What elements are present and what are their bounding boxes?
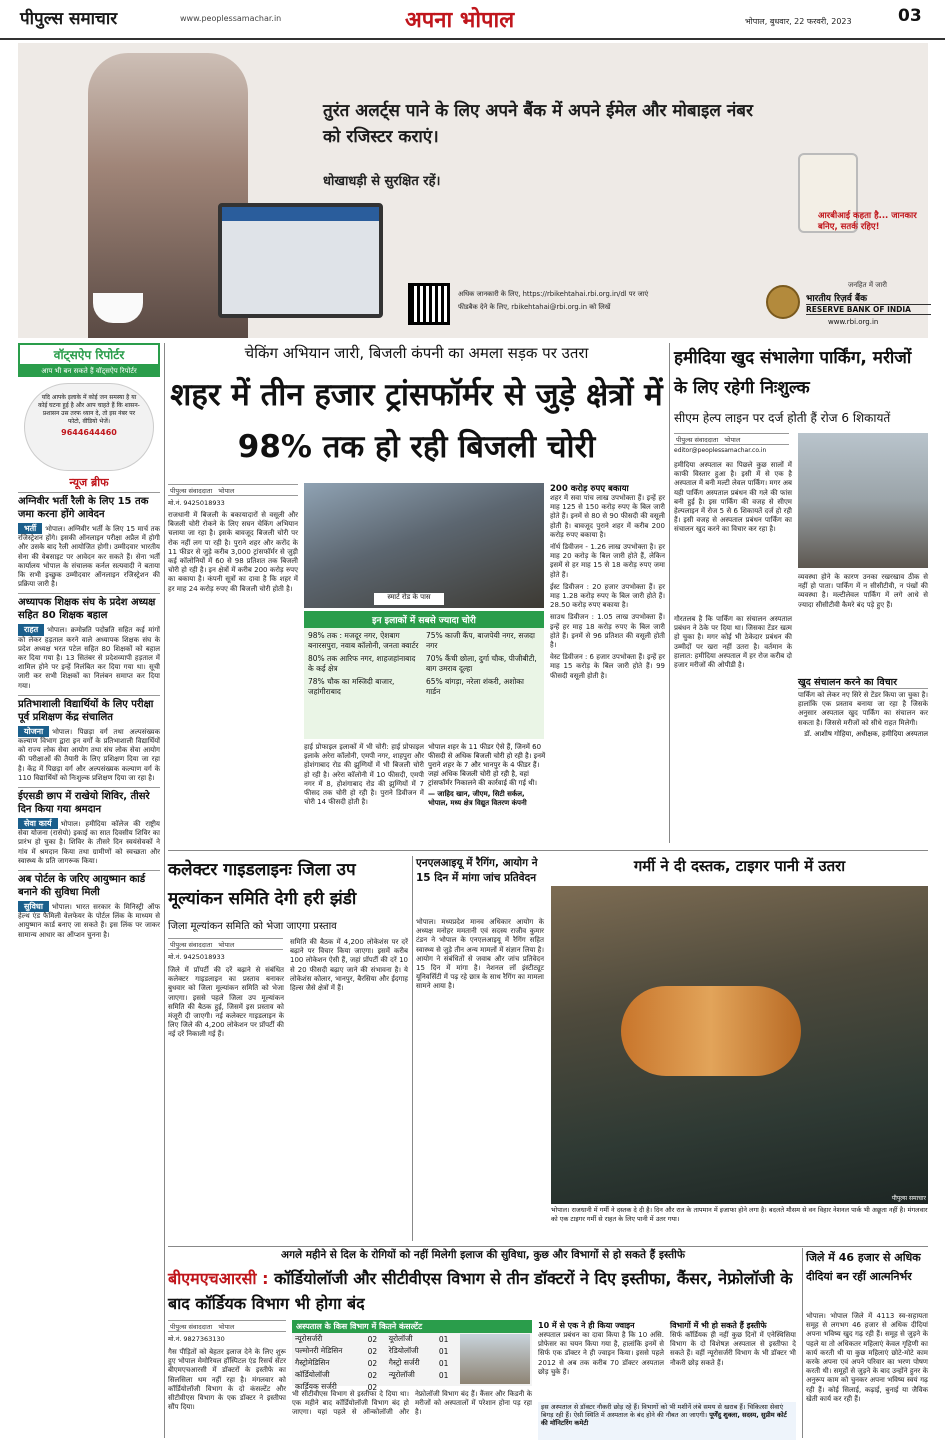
area-item: 65% बांगड़ा, नरेला शंकरी, अशोका गार्डन	[426, 677, 524, 696]
laptop-illustration	[218, 203, 383, 318]
newspaper-logo: पीपुल्स समाचार	[20, 9, 118, 29]
nliu-headline: एनएलआइयू में रैगिंग, आयोग ने 15 दिन में मांगा जांच प्रतिवेदन	[416, 857, 538, 884]
table-cell: 01	[438, 1370, 449, 1380]
division-stat: नॉर्थ डिवीजन - 1.26 लाख उपभोक्ता है। हर माह 20 करोड़ के बिल जारी होते हैं, लेकिन इसमें से हर माह 15 से 18 करोड़ रुपए जमा होते हैं।	[550, 543, 665, 579]
section-title: अपना भोपाल	[405, 8, 515, 33]
hamidia-body-1: हमीदिया अस्पताल का पिछले कुछ सालों में काफी विस्तार हुआ है। इसी में से एक है अस्पताल में बनी मल्टी लेवल पार्किंग। मगर अब यही पार्किंग अस्पताल प्रबंधन की गले की फांस बनी हुई है। इस पार्किंग की वजह से सीएम हेल्पलाइन में रोज 5 से 6 शिकायतें दर्ज हो रही हैं। इसी वजह से अस्पताल प्रबंधन पार्किंग का संचालन खुद करने का विचार कर रहा है।	[674, 461, 792, 534]
nliu-story	[416, 856, 546, 1241]
brief-item	[18, 695, 160, 783]
bmhrc-headline	[168, 1266, 798, 1316]
division-stat: ईस्ट डिवीजन : 20 हजार उपभोक्ता हैं। हर माह 1.28 करोड़ रुपए के बिल जारी होते हैं। 28.50 करोड़ रुपए बकाया है।	[550, 582, 665, 610]
table-cell: कॉर्डियोलॉजी	[295, 1370, 330, 1379]
table-cell: 01	[438, 1358, 449, 1368]
main-headline: शहर में तीन हजार ट्रांसफॉर्मर से जुड़े क्षेत्रों में 98% तक हो रही बिजली चोरी	[170, 377, 663, 465]
bmhrc-kicker: अगले महीने से दिल के रोगियों को नहीं मिलेगी इलाज की सुविधा, कुछ और विभागों से हो सकते हैं इस्तीफे	[281, 1249, 685, 1261]
main-col-1: राजधानी में बिजली के बकायादारों से वसूली और बिजली चोरी रोकने के लिए सघन चेकिंग अभियान चलाया जा रहा है। इसके बावजूद बिजली चोरी पर रोक नहीं लग पा रही है। पुराने शहर और करोंद के 11 फीडर से जुड़े करीब 3,000 ट्रांसफॉर्मर से जुड़ी कई कॉलोनियों में 60 से 98 प्रतिशत तक बिजली चोरी हो रही है। इन क्षेत्रों में करीब 200 करोड़ रुपए का बकाया है। कंपनी सूत्रों का दावा है कि शहर में हर माह 24 करोड़ रुपए की बिजली चोरी होती है।	[168, 511, 298, 593]
website-url[interactable]: www.peoplessamachar.in	[180, 14, 282, 23]
tiger-caption: भोपाल। राजधानी में गर्मी ने दस्तक दे दी है। दिन और रात के तापमान में इजाफा होने लगा है। बदलते मौसम से वन विहार नेशनल पार्क भी अछूता नहीं है। मंगलवार को एक टाइगर गर्मी से राहत के लिए पानी में उतर गया।	[551, 1206, 928, 1223]
table-row	[292, 1333, 457, 1345]
rbi-seal-icon	[766, 285, 800, 319]
collector-body-2: समिति की बैठक में 4,200 लोकेशंस पर दरें बढ़ाने पर विचार किया जाएगा। इसमें करीब 100 लोकेशन ऐसी हैं, जहां प्रॉपर्टी की दरें 10 से 20 फीसदी बढ़ाए जाने की संभावना है। ये लोकेशंस कोलार, भानपुर, बैरसिया और ईदगाह हिल्स जैसे क्षेत्रों में हैं।	[290, 938, 408, 993]
hamidia-box	[798, 675, 928, 835]
consultants-grid	[292, 1333, 457, 1393]
tiger-headline: गर्मी ने दी दस्तक, टाइगर पानी में उतरा	[633, 857, 846, 875]
hamidia-headline: हमीदिया खुद संभालेगा पार्किंग, मरीजों के लिए रहेगी निःशुल्क	[674, 348, 912, 398]
side2-body: सिर्फ कॉर्डियक ही नहीं कुछ दिनों में एनेस्थिसिया विभाग के दो विशेषज्ञ अस्पताल से इस्तीफा दे सकते हैं। वहीं न्यूरोसर्जरी विभाग के भी डॉक्टर भी नौकरी छोड़ सकते हैं।	[670, 1331, 796, 1367]
hamidia-body-2: गौरतलब है कि पार्किंग का संचालन अस्पताल प्रबंधन ने ठेके पर दिया था। जिसका टेंडर खत्म हो चुका है। मगर कोई भी ठेकेदार प्रबंधन की उम्मीदों पर खरा नहीं उतरा है। वर्तमान के हालात: हमीदिया अस्पताल में हर रोज करीब दो हजार मरीजों की ओपीडी है।	[674, 615, 792, 670]
areas-box	[304, 611, 544, 739]
byline-place: भोपाल	[218, 487, 235, 495]
masthead	[0, 0, 945, 40]
bmhrc-headline-text: कॉर्डियोलॉजी और सीटीवीएस विभाग से तीन डॉक्टरों ने दिए इस्तीफा, कैंसर, नेफ्रोलॉजी के बाद कॉर्डियक विभाग भी होगा बंद	[168, 1269, 793, 1313]
brief-headline: अध्यापक शिक्षक संघ के प्रदेश अध्यक्ष सहित 80 शिक्षक बहाल	[18, 597, 156, 622]
whatsapp-box	[24, 383, 154, 471]
brief-headline: ईएसडी छाप में राखेयो शिविर, तीसरे दिन किया गया श्रमदान	[18, 791, 150, 816]
collector-byline	[168, 938, 283, 950]
side1-body: अस्पताल प्रबंधन का दावा किया है कि 10 असि. प्रोफेसर का चयन किया गया है, हालांकि इनमें से सिर्फ एक डॉक्टर ने ही ज्वाइन किया। इससे पहले 2012 से अब तक करीब 70 डॉक्टर अस्पताल छोड़ चुके हैं।	[538, 1331, 664, 1376]
rbi-advertisement	[18, 43, 928, 338]
brief-body: भर्ती भोपाल। अग्निवीर भर्ती के लिए 15 मार्च तक रजिस्ट्रेशन होंगे। इसकी ऑनलाइन परीक्षा अप्रैल में होगी और उसके बाद रैली आयोजित होगी। उम्मीदवार भारतीय सेना की वेबसाइट पर आवेदन कर सकते हैं। सेना भर्ती कार्यालय भोपाल के संचालक कर्नल सत्यवादी ने बताया कि सभी इच्छुक उम्मीदवार ऑनलाइन रजिस्ट्रेशन की प्रक्रिया जारी है।	[18, 524, 160, 589]
tiger-credit: पीपुल्स समाचार	[891, 1195, 926, 1202]
byline-mobile: मो.नं. 9827363130	[168, 1335, 225, 1343]
table-cell: 02	[367, 1334, 378, 1344]
ad-info-line-1[interactable]: अधिक जानकारी के लिए, https://rbikehtahai.rbi.org.in/dl पर जाएं	[458, 290, 649, 298]
brief-headline: अब पोर्टल के जरिए आयुष्मान कार्ड बनाने की सुविधा मिली	[18, 874, 146, 899]
left-column	[18, 343, 160, 1438]
brief-headline: अग्निवीर भर्ती रैली के लिए 15 तक जमा करना होंगे आवेदन	[18, 496, 149, 520]
brief-tag: राहत	[18, 624, 44, 635]
byline-mobile: मो.नं. 9425018933	[168, 499, 225, 507]
main-kicker: चेकिंग अभियान जारी, बिजली कंपनी का अमला सड़क पर उतरा	[244, 344, 589, 362]
table-cell: यूरोलॉजी	[388, 1334, 413, 1343]
byline-name: पीपुल्स संवाददाता	[676, 436, 719, 444]
brief-tag: भर्ती	[18, 523, 42, 534]
table-title: अस्पताल के किस विभाग में कितने कंसल्टेंट	[292, 1320, 532, 1333]
brief-body: योजना भोपाल। पिछड़ा वर्ग तथा अल्पसंख्यक कल्याण विभाग द्वारा इन वर्गों के प्रतिभाशाली विद्यार्थियों को राज्य लोक सेवा आयोग तथा संघ लोक सेवा आयोग की परीक्षाओं की तैयारी के लिए प्रशिक्षण दिया जा रहा है। केंद्र में पिछड़ा वर्ग और अल्पसंख्यक कल्याण वर्ग के 110 विद्यार्थियों को निःशुल्क प्रशिक्षण दिया जा रहा है।	[18, 726, 160, 782]
hamidia-subhead: सीएम हेल्प लाइन पर दर्ज होती हैं रोज 6 शिकायतें	[674, 411, 891, 425]
brief-body: सेवा कार्य भोपाल। हमीदिया कॉलेज की राष्ट्रीय सेवा योजना (रासेयो) इकाई का सात दिवसीय शिविर का प्रारंभ हो चुका है। शिविर के तीसरे दिन स्वयंसेवकों ने गांव में श्रमदान किया तथा ग्रामीणों को स्वच्छता और स्वास्थ्य के प्रति जागरूक किया।	[18, 819, 160, 865]
rbi-name-hindi: भारतीय रिज़र्व बैंक	[806, 294, 868, 304]
side2-head: विभागों में भी हो सकते हैं इस्तीफे	[670, 1321, 767, 1330]
area-item: 78% चौक का मस्जिदी बाजार, जहांगीराबाद	[308, 677, 395, 696]
brief-body: राहत भोपाल। क्रमोन्नति पदोन्नति सहित कई मांगों को लेकर हड़ताल करने वाले अध्यापक शिक्षक संघ के प्रदेश अध्यक्ष भरत पटेल सहित 80 शिक्षकों को बहाल कर दिया गया है। 13 सितंबर से प्रदेशव्यापी हड़ताल में शामिल होने पर इन्हें निलंबित कर दिया गया था। सूची जारी कर सभी शिक्षकों का निलंबन समाप्त कर दिया गया।	[18, 625, 160, 690]
rbi-name-english: RESERVE BANK OF INDIA	[806, 304, 931, 315]
brief-body: सुविधा भोपाल। भारत सरकार के मिनिस्ट्री ऑफ हेल्थ एंड फैमिली वेलफेयर के पोर्टल लिंक के माध्यम से आयुष्मान कार्ड बनाए जा सकते हैं। इस लिंक पर जाकर सामान्य आधार का ऑप्शन चुनना है।	[18, 902, 160, 939]
brief-headline: प्रतिभाशाली विद्यार्थियों के लिए परीक्षा पूर्व प्रशिक्षण केंद्र संचालित	[18, 698, 154, 723]
tiger-photo	[551, 886, 928, 1204]
area-item: 98% तक : मजदूर नगर, ऐशबाग बनारसपुरा, नवाब कॉलोनी, जनता क्वार्टर	[308, 631, 419, 650]
ad-bubble: आरबीआई कहता है... जानकार बनिए, सतर्क रहिए!	[818, 211, 917, 232]
nliu-body: भोपाल। मध्यप्रदेश मानव अधिकार आयोग के अध्यक्ष मनोहर ममतानी एवं सदस्य राजीव कुमार टंडन ने भोपाल के एनएलआइयू में रैगिंग सहित स्वास्थ्य से जुड़े तीन अन्य मामलों में संज्ञान लिया है। आयोग ने संबंधितों से जवाब और जांच प्रतिवेदन 15 दिन में मांगा है। नेशनल लॉ इंस्टीट्यूट यूनिवर्सिटी में पढ़ रहे छात्र के साथ रैगिंग का मामला सामने आया है।	[416, 918, 544, 991]
collector-story	[168, 856, 408, 1241]
news-brief-title: न्यूज ब्रीफ	[69, 476, 109, 489]
tiger-figure	[621, 986, 801, 1076]
main-byline	[168, 484, 298, 496]
table-cell: 02	[367, 1358, 378, 1368]
areas-title: इन इलाकों में सबसे ज्यादा चोरी	[304, 611, 544, 628]
collector-subhead: जिला मूल्यांकन समिति को भेजा जाएगा प्रस्ताव	[168, 921, 337, 932]
main-col-2: हाई प्रोफाइल इलाकों में भी चोरी: हाई प्रोफाइल इलाके अरेरा कॉलोनी, एमपी नगर, शाहपुरा और होशंगाबाद रोड की झुग्गियों में भी बिजली चोरी हो रही है। अरेरा कॉलोनी में 10 फीसदी, एमपी नगर में 8, होशंगाबाद रोड की झुग्गियों में 7 फीसद तक चोरी हो रही है। पुराने डिवीजन में चोरी 14 फीसदी होती है।	[304, 743, 424, 807]
byline-place: भोपाल	[218, 941, 235, 949]
hamidia-box-author: डॉ. आशीष गोहिया, अधीक्षक, हमीदिया अस्पताल	[804, 729, 928, 738]
consultants-table	[292, 1320, 532, 1392]
table-cell: गैस्ट्रो सर्जरी	[388, 1358, 420, 1367]
ad-headline: तुरंत अलर्ट्स पाने के लिए अपने बैंक में अपने ईमेल और मोबाइल नंबर को रजिस्टर कराएं।	[323, 101, 753, 147]
table-cell: रेडियोलॉजी	[388, 1346, 419, 1355]
byline-name: पीपुल्स संवाददाता	[170, 1323, 213, 1331]
quote-author: — जाहिद खान, जीएम, सिटी सर्कल, भोपाल, मध्य क्षेत्र विद्युत वितरण कंपनी	[428, 790, 527, 807]
table-cell: कार्डियक सर्जरी	[295, 1382, 337, 1391]
table-cell: 02	[367, 1346, 378, 1356]
qr-code-icon[interactable]	[408, 283, 450, 325]
collector-body-1: जिले में प्रॉपर्टी की दरें बढ़ाने से संबंधित कलेक्टर गाइडलाइन का प्रस्ताव बनाकर बुधवार को जिला मूल्यांकन समिति को भेजा जाएगा। इससे पहले जिला उप मूल्यांकन समिति की बैठक हुई, जिसमें इस प्रस्ताव को मंजूरी दी जाएगी। नई कलेक्टर गाइडलाइन के लिए जिले की 4,200 लोकेशन पर प्रॉपर्टी की नई दरें निकाली गई हैं।	[168, 966, 284, 1039]
hamidia-story	[674, 343, 928, 843]
hospital-building-photo	[460, 1334, 530, 1384]
byline-name: पीपुल्स संवाददाता	[170, 941, 213, 949]
table-cell: गैस्ट्रोमेडिसिन	[295, 1358, 330, 1367]
dateline: भोपाल, बुधवार, 22 फरवरी, 2023	[745, 17, 852, 26]
hamidia-box-body: पार्किंग को लेकर नए सिरे से टेंडर किया जा चुका है। हालांकि एक प्रस्ताव बनाया जा रहा है जिसके अनुसार अस्पताल खुद पार्किंग का संचालन कर सकता है। जिससे मरीजों को सीधे राहत मिलेगी।	[798, 691, 928, 727]
col3-body: शहर में सवा पांच लाख उपभोक्ता हैं। इन्हें हर माह 125 से 150 करोड़ रुपए के बिल जारी होते हैं। इनमें से 80 से 90 फीसदी की वसूली होती है। बावजूद पुराने शहर में करीब 200 करोड़ रुपए बकाया है।	[550, 494, 665, 539]
table-row	[292, 1357, 457, 1369]
brief-item	[18, 593, 160, 690]
division-stat: साउथ डिवीजन : 1.05 लाख उपभोक्ता हैं। इन्हें हर माह 18 करोड़ रुपए के बिल जारी होते हैं। इनमें से 96 प्रतिशत की वसूली होती है।	[550, 613, 665, 650]
area-item: 70% कैंची छोला, दुर्गा चौक, पीजीबीटी, बाग उमराव दूल्हा	[426, 654, 537, 673]
issuer-note: जनहित में जारी	[848, 281, 887, 289]
table-row	[292, 1345, 457, 1357]
byline-mobile: मो.नं. 9425018933	[168, 953, 225, 961]
area-item: 75% काजी कैंप, बाजपेयी नगर, सजदा नगर	[426, 631, 535, 650]
main-col-3	[550, 483, 665, 848]
whatsapp-reporter-sub: आप भी बन सकते हैं वॉट्सऐप रिपोर्टर	[18, 366, 160, 377]
byline-place: भोपाल	[724, 436, 741, 444]
bmhrc-side-2	[670, 1320, 796, 1400]
hamidia-body-3: व्यवस्था होने के कारण उनका रखरखाव ठीक से नहीं हो पाता। पार्किंग में न सीसीटीवी, न पंखों की व्यवस्था है। मल्टीलेवल पार्किंग में लगे आधे से ज्यादा सीसीटीवी कैमरे बंद पड़े हुए हैं।	[798, 573, 928, 609]
quote-author: पूर्णेंदु शुक्ला, सदस्य, सुप्रीम कोर्ट की मॉनिटरिंग कमेटी	[541, 1411, 787, 1428]
brief-tag: सुविधा	[18, 901, 49, 912]
side1-head: 10 में से एक ने ही किया ज्वाइन	[538, 1321, 635, 1330]
quote-text: भोपाल शहर के 11 फीडर ऐसे हैं, जिनमें 60 फीसदी से अधिक बिजली चोरी हो रही है। इनमें पुराने शहर के 7 और भानपुर के 4 फीडर हैं। जहां अधिक बिजली चोरी हो रही है, वहां ट्रांसफॉर्मर निकालने की कार्रवाई की गई थी।	[428, 743, 546, 787]
whatsapp-number[interactable]: 9644644460	[61, 428, 117, 437]
collector-headline: कलेक्टर गाइडलाइनः जिला उप मूल्यांकन समिति देगी हरी झंडी	[168, 860, 357, 909]
photo-label: स्मार्ट रोड के पास	[374, 593, 444, 605]
col3-head: 200 करोड़ रुपए बकाया	[550, 484, 629, 494]
byline-place: भोपाल	[218, 1323, 235, 1331]
brief-item	[18, 870, 160, 940]
table-cell: न्यूरोसर्जरी	[295, 1334, 323, 1343]
bmhrc-body-2: भी सीटीवीएस विभाग से इस्तीफा दे दिया था। एक महीने बाद कॉर्डियोलॉजी विभाग बंद हो जाएगा। यहां पहले से ऑन्कोलॉजी और नेफ्रोलॉजी विभाग बंद हैं। कैंसर और किडनी के मरीजों को अस्पतालों में परेशान होना पड़ रहा है।	[292, 1390, 532, 1417]
whatsapp-reporter-title: वॉट्सऐप रिपोर्टर	[18, 343, 160, 366]
main-story	[168, 343, 665, 848]
area-item: 80% तक आरिफ नगर, शाहजहांनाबाद के कई क्षेत्र	[308, 654, 416, 673]
tiger-story	[551, 856, 928, 1241]
hamidia-email[interactable]: editor@peoplessamachar.co.in	[674, 447, 767, 454]
brief-tag: योजना	[18, 726, 49, 737]
brief-item	[18, 787, 160, 866]
hospital-parking-photo	[798, 433, 928, 568]
official-quote	[428, 743, 546, 848]
table-cell: न्यूरोलॉजी	[388, 1370, 415, 1379]
brief-item	[18, 492, 160, 589]
table-cell: पल्मोनरी मेडिसिन	[295, 1346, 343, 1355]
bmhrc-story	[168, 1248, 798, 1440]
brief-tag: सेवा कार्य	[18, 818, 58, 829]
rbi-url[interactable]: www.rbi.org.in	[828, 318, 879, 326]
table-row	[292, 1369, 457, 1381]
quote-text: इस अस्पताल से डॉक्टर नौकरी छोड़ रहे हैं। विभागों को भी मशीनें लंबे समय से खराब हैं। चिकित्सा सेवाएं बिगड़ रही हैं। ऐसी स्थिति में अस्पताल के बंद होने की नौबत आ जाएगी।	[541, 1403, 784, 1420]
division-stat: वेस्ट डिवीजन : 6 हजार उपभोक्ता हैं। इन्हें हर माह 15 करोड़ के बिल जारी होते हैं। 99 फीसदी वसूली होती है।	[550, 653, 665, 680]
byline-name: पीपुल्स संवाददाता	[170, 487, 213, 495]
women-body: भोपाल। भोपाल जिले में 4113 स्व-सहायता समूह से लगभग 46 हजार से अधिक दीदियां अपना भविष्य खुद गढ़ रही हैं। समूह से जुड़ने के पहले या तो अधिकतर महिलाएं केवल गृहिणी का कार्य करती थी या कुछ महिलाएं छोटे-मोटे काम करके अपना एवं अपने परिवार का भरण पोषण करती थी। समूहों से जुड़ने के बाद उन्होंने हुनर के अनुरूप काम को चुनकर अपना भविष्य स्वयं गढ़ रही हैं। कोई सिलाई, कढ़ाई, बुनाई या जैविक खेती कार्य कर रही हैं।	[806, 1312, 928, 1403]
women-headline: जिले में 46 हजार से अधिक दीदियां बन रहीं आत्मनिर्भर	[806, 1251, 921, 1283]
women-story	[806, 1248, 928, 1440]
table-cell: 02	[367, 1370, 378, 1380]
electricity-poles-photo	[304, 483, 544, 608]
bmhrc-byline	[168, 1320, 286, 1332]
bmhrc-quote	[538, 1402, 796, 1440]
table-cell: 02	[367, 1382, 378, 1392]
hamidia-box-title: खुद संचालन करने का विचार	[798, 675, 928, 689]
hamidia-byline	[674, 433, 789, 445]
ad-subline: धोखाधड़ी से सुरक्षित रहें।	[323, 174, 441, 189]
coffee-cup	[93, 293, 143, 323]
bmhrc-side-1	[538, 1320, 664, 1400]
bmhrc-label: बीएमएचआरसी :	[168, 1269, 269, 1288]
bmhrc-body-1: गैस पीड़ितों को बेहतर इलाज देने के लिए शुरू हुए भोपाल मेमोरियल हॉस्पिटल एंड रिसर्च सेंटर बीएमएचआरसी में डॉक्टरों के इस्तीफे का सिलसिला थम नहीं रहा है। मंगलवार को कॉर्डियोलॉजी विभाग के दो कंसल्टेंट और सीटीवीएस विभाग के एक डॉक्टर ने इस्तीफा सौंप दिया।	[168, 1348, 286, 1412]
ad-info-line-2[interactable]: फीडबैक देने के लिए, rbikehtahai@rbi.org.in को लिखें	[458, 303, 611, 311]
whatsapp-box-text: यदि आपके इलाके में कोई जन समस्या है या कोई घटना हुई है और आप चाहते हैं कि शासन-प्रशासन उस तरफ ध्यान दे, तो इस नंबर पर फोटो, वीडियो भेजें।	[38, 394, 140, 425]
page-number: 03	[898, 6, 922, 26]
table-cell: 01	[438, 1346, 449, 1356]
table-cell: 01	[438, 1334, 449, 1344]
